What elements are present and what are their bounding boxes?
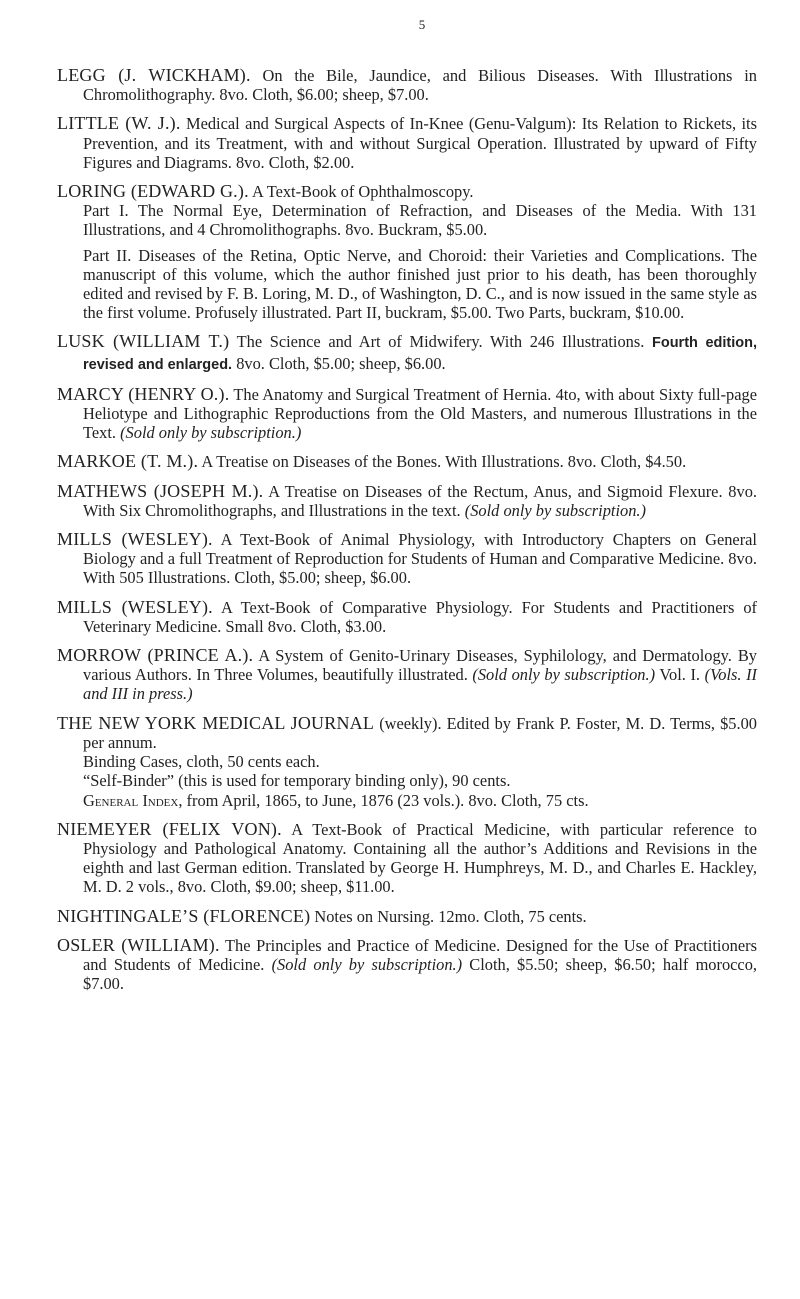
entry-text: The Principles and Practice of Medicine. Designed for the Use of Practitioners and Students of Medicine. <box>83 935 757 974</box>
entry-author: THE NEW YORK MEDICAL JOURNAL <box>57 712 375 733</box>
entry-text: The Science and Art of Midwifery. With 246 Illustrations. <box>229 332 652 352</box>
entry-author: LEGG (J. WICKHAM). <box>57 65 251 85</box>
entry-author: MATHEWS (JOSEPH M.). <box>57 480 264 501</box>
entry-text: A Text-Book of Ophthalmoscopy. <box>248 182 474 202</box>
catalogue-entry-nightingale <box>57 907 757 926</box>
catalogue-entry-osler <box>57 936 757 994</box>
entry-text: The Anatomy and Surgical Treatment of Hernia. 4to, with about Sixty full-page Heliotype and Lithographic Reproductions from the Old Masters, and numerous Illustrations in the Text. <box>83 384 757 443</box>
entry-subscription-note: (Sold only by subscription.) <box>120 423 302 443</box>
entry-author: LUSK (WILLIAM T.) <box>57 331 230 352</box>
catalogue-entry-niemeyer <box>57 820 757 897</box>
entry-author: MARCY (HENRY O.). <box>57 383 230 404</box>
catalogue-entry-little <box>57 114 757 172</box>
entry-text: A Treatise on Diseases of the Bones. With Illustrations. 8vo. Cloth, $4.50. <box>198 452 687 472</box>
catalogue-entry-mills-animal <box>57 530 757 588</box>
entry-part-two: Part II. Diseases of the Retina, Optic Nerve, and Choroid: their Varieties and Complications. The manuscript of this volume, which the author finished just prior to his death, has been thoroughly edited and revised by F. B. Loring, M. D., of Washington, D. C., and is now issued in the same style as the first volume. Profusely illustrated. Part II, buckram, $5.00. Two Parts, buckram, $10.00. <box>83 245 757 323</box>
entry-text: A System of Genito-Urinary Diseases, Syphilology, and Dermatology. By various Authors. In Three Volumes, beautifully illustrated. <box>83 646 757 685</box>
entry-text: Medical and Surgical Aspects of In-Knee (Genu-Valgum): Its Relation to Rickets, its Prevention, and its Treatment, with and without Surgical Operation. Illustrated by upward of Fifty Figures and Diagrams. 8vo. Cloth, $2.00. <box>83 114 757 172</box>
catalogue-entry-mills-comparative <box>57 598 757 636</box>
entry-text: A Text-Book of Comparative Physiology. For Students and Practitioners of Veterinary Medicine. Small 8vo. Cloth, $3.00. <box>83 597 757 636</box>
entry-author: LORING (EDWARD G.). <box>57 181 249 202</box>
general-index-label: General Index, <box>83 790 183 810</box>
entry-author: MILLS (WESLEY). <box>57 596 213 617</box>
catalogue-entry-ny-medical-journal <box>57 714 757 810</box>
entry-author: LITTLE (W. J.). <box>57 113 181 134</box>
catalogue-entry-marcy <box>57 385 757 443</box>
entry-subscription-note: (Sold only by subscription.) <box>464 500 646 520</box>
entry-press-note: (Vols. II and III in press.) <box>83 665 757 704</box>
entry-price-text: Cloth, $5.50; sheep, $6.50; half morocco, $7.00. <box>83 954 758 994</box>
entry-text: A Treatise on Diseases of the Rectum, Anus, and Sigmoid Flexure. 8vo. With Six Chromolithographs, and Illustrations in the text. <box>83 481 757 520</box>
catalogue-entry-legg <box>57 66 757 104</box>
entry-subscription-note: (Sold only by subscription.) <box>472 665 656 685</box>
entry-edition-note: Fourth edition, revised and enlarged. <box>83 335 757 373</box>
entry-part-one: Part I. The Normal Eye, Determination of Refraction, and Diseases of the Media. With 131 Illustrations, and 4 Chromolithographs. 8vo. Buckram, $5.00. <box>83 201 757 240</box>
entry-text: Notes on Nursing. 12mo. Cloth, 75 cents. <box>310 906 587 926</box>
entry-author: OSLER (WILLIAM). <box>57 934 220 955</box>
entry-subscription-note: (Sold only by subscription.) <box>271 954 463 974</box>
entry-text: A Text-Book of Animal Physiology, with Introductory Chapters on General Biology and a full Treatment of Reproduction for Students of Human and Comparative Medicine. 8vo. With 505 Illustrations. Cloth, $5.00; sheep, $6.00. <box>83 530 757 588</box>
entry-general-index <box>83 791 757 810</box>
entry-author: NIEMEYER (FELIX VON). <box>57 818 282 839</box>
catalogue-entry-loring <box>57 182 757 322</box>
catalogue-entry-morrow <box>57 646 757 704</box>
entry-author: NIGHTINGALE’S (FLORENCE) <box>57 905 311 926</box>
entry-text: (weekly). Edited by Frank P. Foster, M. D. Terms, $5.00 per annum. <box>83 713 757 752</box>
entry-text: A Text-Book of Practical Medicine, with particular reference to Physiology and Pathological Anatomy. Containing all the author’s Additions and Revisions in the eighth and last German edition. Translated by George H. Humphreys, M. D., and Charles E. Hackley, M. D. 2 vols., 8vo. Cloth, $9.00; sheep, $11.00. <box>83 819 757 897</box>
catalogue-entry-lusk <box>57 332 757 374</box>
catalogue-page <box>57 18 757 1003</box>
entry-author: MARKOE (T. M.). <box>57 451 199 472</box>
general-index-text: from April, 1865, to June, 1876 (23 vols.). 8vo. Cloth, 75 cts. <box>182 790 589 810</box>
entry-volume-text: Vol. I. <box>655 665 705 685</box>
entry-text: On the Bile, Jaundice, and Bilious Diseases. With Illustrations in Chromolithography. 8vo. Cloth, $6.00; sheep, $7.00. <box>83 66 757 105</box>
page-number: 5 <box>418 17 426 32</box>
catalogue-entry-markoe <box>57 452 757 471</box>
catalogue-entry-mathews <box>57 482 757 520</box>
entry-binding-cases: Binding Cases, cloth, 50 cents each. <box>83 752 320 772</box>
entry-self-binder: “Self-Binder” (this is used for temporary binding only), 90 cents. <box>83 771 511 791</box>
entry-author: MILLS (WESLEY). <box>57 529 213 550</box>
entry-author: MORROW (PRINCE A.). <box>57 645 254 666</box>
entry-text-after: 8vo. Cloth, $5.00; sheep, $6.00. <box>232 353 446 373</box>
